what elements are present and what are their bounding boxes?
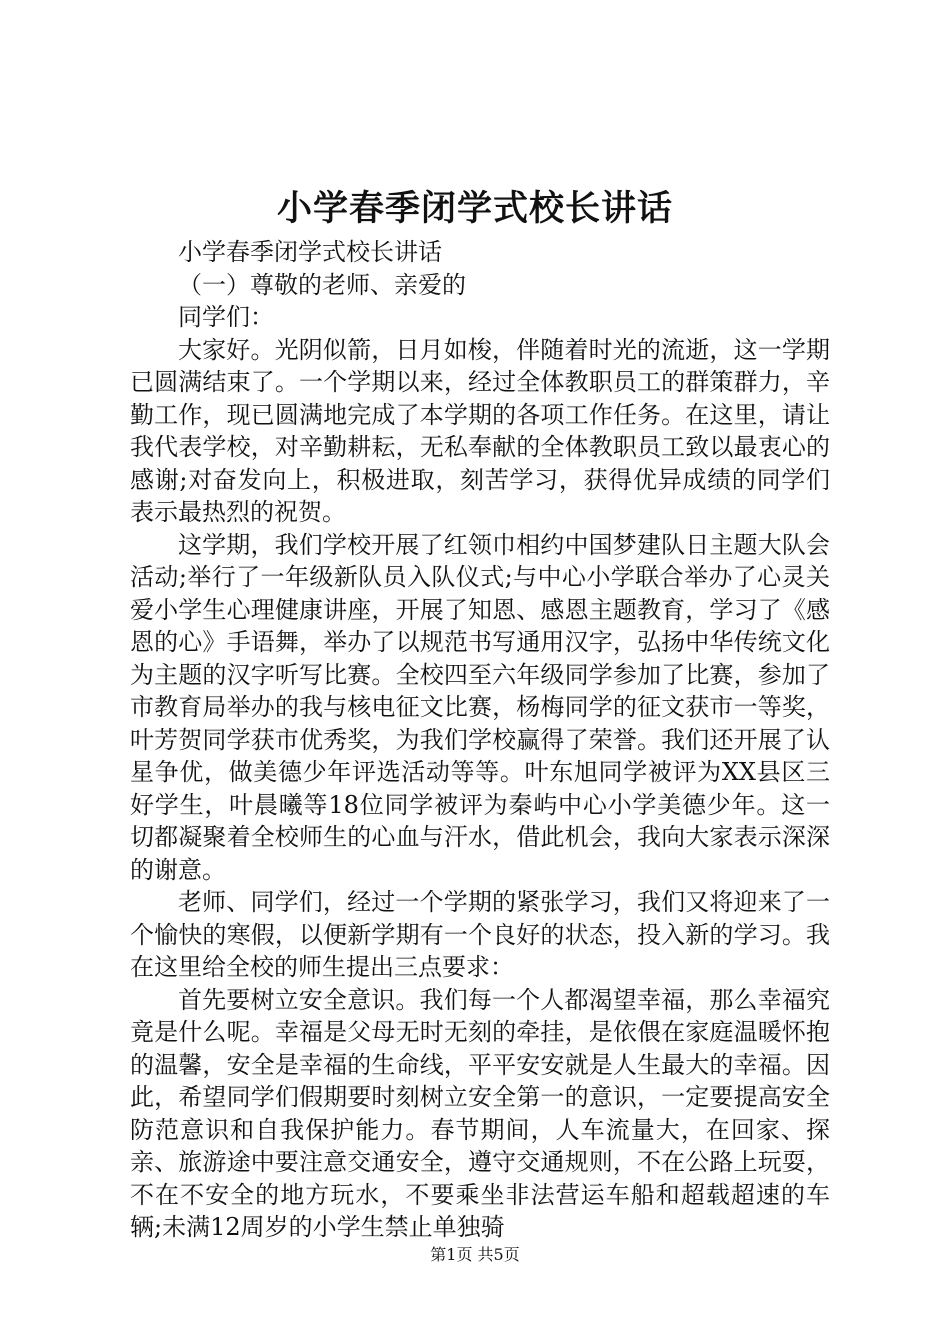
page-title: 小学春季闭学式校长讲话 [276, 188, 673, 229]
paragraph-safety: 首先要树立安全意识。我们每一个人都渴望幸福，那么幸福究竟是什么呢。幸福是父母无时无刻的牵挂，是依偎在家庭温暖怀抱的温馨，安全是幸福的生命线，平平安安就是人生最大的幸福。因此，希望同学们假期要时刻树立安全第一的意识，一定要提高安全防范意识和自我保护能力。春节期间，人车流量大，在回家、探亲、旅游途中要注意交通安全，遵守交通规则，不在公路上玩耍，不在不安全的地方玩水，不要乘坐非法营运车船和超载超速的车辆;未满12周岁的小学生禁止单独骑 [130, 985, 830, 1241]
page-number-footer: 第1页 共5页 [430, 1245, 520, 1264]
paragraph-salutation: （一）尊敬的老师、亲爱的 [178, 270, 466, 299]
document-body [130, 236, 830, 1244]
paragraph-salutation-cont: 同学们： [178, 303, 274, 331]
paragraph-subtitle: 小学春季闭学式校长讲话 [178, 238, 442, 266]
paragraph-greeting: 大家好。光阴似箭，日月如梭，伴随着时光的流逝，这一学期已圆满结束了。一个学期以来，经过全体教职员工的群策群力，辛勤工作，现已圆满地完成了本学期的各项工作任务。在这里，请让我代表学校，对辛勤耕耘，无私奉献的全体教职员工致以最衷心的感谢;对奋发向上，积极进取，刻苦学习，获得优异成绩的同学们表示最热烈的祝贺。 [130, 335, 830, 526]
paragraph-activities: 这学期，我们学校开展了红领巾相约中国梦建队日主题大队会活动;举行了一年级新队员入队仪式;与中心小学联合举办了心灵关爱小学生心理健康讲座，开展了知恩、感恩主题教育，学习了《感恩的心》手语舞，举办了以规范书写通用汉字，弘扬中华传统文化为主题的汉字听写比赛。全校四至六年级同学参加了比赛，参加了市教育局举办的我与核电征文比赛，杨梅同学的征文获市一等奖，叶芳贺同学获市优秀奖，为我们学校赢得了荣誉。我们还开展了认星争优，做美德少年评选活动等等。叶东旭同学被评为XX县区三好学生，叶晨曦等18位同学被评为秦屿中心小学美德少年。这一切都凝聚着全校师生的心血与汗水，借此机会，我向大家表示深深的谢意。 [130, 530, 830, 884]
paragraph-holiday: 老师、同学们，经过一个学期的紧张学习，我们又将迎来了一个愉快的寒假，以便新学期有一个良好的状态，投入新的学习。我在这里给全校的师生提出三点要求： [130, 888, 830, 981]
